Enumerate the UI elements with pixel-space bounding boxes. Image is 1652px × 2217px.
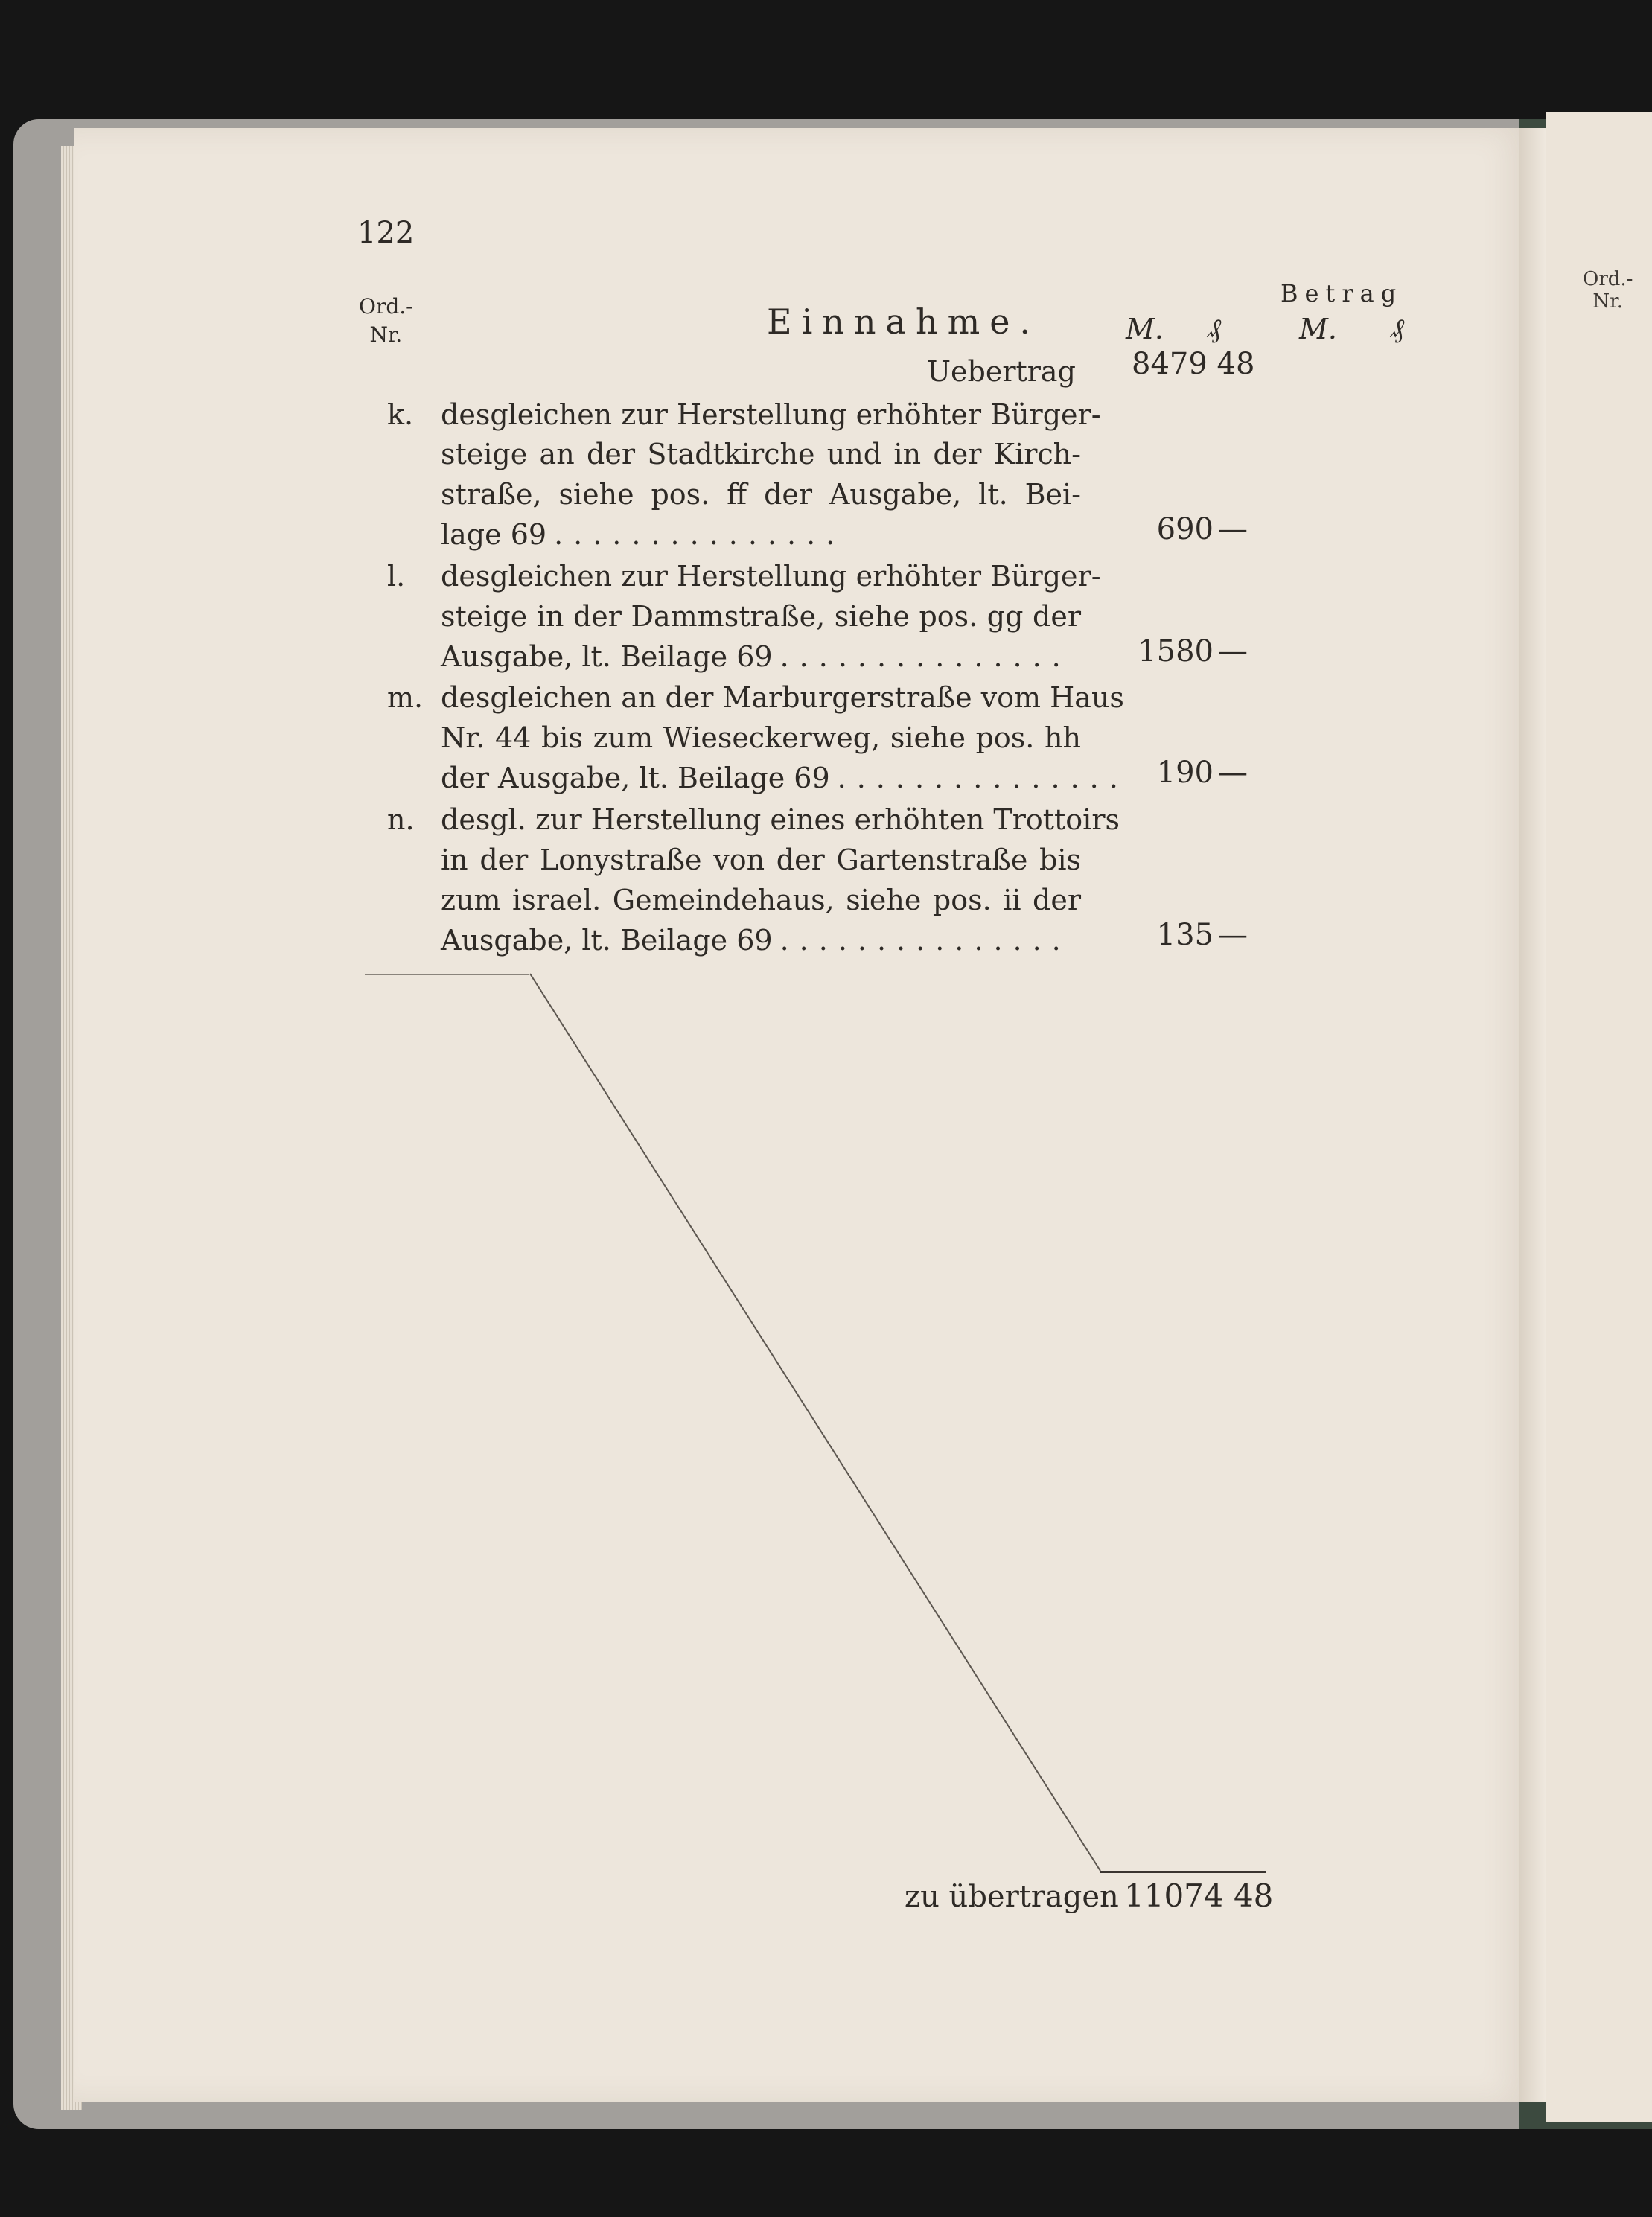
next-ord-line2: Nr. <box>1592 290 1624 313</box>
ord-nr-header <box>359 293 413 349</box>
currency-mark-header: M. <box>1126 313 1164 345</box>
entry-line: straße, siehe pos. ff der Ausgabe, lt. Bei- <box>441 478 1081 511</box>
entry-last-line <box>441 518 1081 551</box>
entry-last-text: lage 69 <box>441 518 547 551</box>
entry-line: steige an der Stadtkirche und in der Kirch- <box>441 438 1081 470</box>
entry-label: n. <box>387 803 415 836</box>
entry-pfennig-dash: — <box>1218 756 1248 790</box>
entry-line: desgl. zur Herstellung eines erhöhten Trottoirs <box>441 803 1120 836</box>
next-ord-line1: Ord.- <box>1583 268 1633 290</box>
entry-amount: 690 <box>1156 512 1214 546</box>
separator-rule <box>365 974 529 975</box>
uebertrag-value: 8479 48 <box>1132 347 1255 381</box>
currency-pfennig-header: ₰ <box>1208 313 1221 344</box>
entry-pfennig-dash: — <box>1218 918 1248 952</box>
entry-amount: 1580 <box>1138 634 1214 669</box>
dot-leader: ............... <box>554 518 846 551</box>
dot-leader: ............... <box>779 640 1071 673</box>
carry-forward-label: zu übertragen <box>905 1880 1119 1914</box>
entry-line: desgleichen an der Marburgerstraße vom Haus <box>441 681 1124 714</box>
total-rule <box>1100 1871 1266 1873</box>
currency-pfennig-header: ₰ <box>1391 313 1404 344</box>
entry-pfennig-dash: — <box>1218 634 1248 669</box>
currency-mark-header: M. <box>1299 313 1337 345</box>
entry-line: desgleichen zur Herstellung erhöhter Bürger- <box>441 398 1101 431</box>
entry-line: Nr. 44 bis zum Wieseckerweg, siehe pos. hh <box>441 721 1081 754</box>
entry-last-line <box>441 924 1081 957</box>
ord-header-line2: Nr. <box>369 322 403 347</box>
entry-line: zum israel. Gemeindehaus, siehe pos. ii der <box>441 884 1081 916</box>
entry-line: desgleichen zur Herstellung erhöhter Bürger- <box>441 560 1101 593</box>
entry-last-text: der Ausgabe, lt. Beilage 69 <box>441 762 830 794</box>
entry-label: m. <box>387 681 424 714</box>
page-number: 122 <box>357 216 415 250</box>
entry-line: in der Lonystraße von der Gartenstraße bis <box>441 843 1081 876</box>
dot-leader: ............... <box>779 924 1071 957</box>
uebertrag-label: Uebertrag <box>927 355 1076 388</box>
entry-label: k. <box>387 398 414 431</box>
entry-pfennig-dash: — <box>1218 512 1248 546</box>
entry-line: steige in der Dammstraße, siehe pos. gg der <box>441 600 1081 633</box>
dot-leader: ............... <box>837 762 1129 794</box>
entry-last-line <box>441 640 1081 673</box>
entry-amount: 190 <box>1156 756 1214 790</box>
entry-last-line <box>441 762 1129 794</box>
entry-last-text: Ausgabe, lt. Beilage 69 <box>441 640 773 673</box>
ord-header-line1: Ord.- <box>359 294 413 319</box>
entry-last-text: Ausgabe, lt. Beilage 69 <box>441 924 773 957</box>
entry-label: l. <box>387 560 406 593</box>
section-title: Einnahme. <box>767 302 1041 342</box>
entry-amount: 135 <box>1156 918 1214 952</box>
betrag-header: Betrag <box>1281 279 1403 307</box>
carry-forward-value: 11074 48 <box>1124 1878 1274 1914</box>
